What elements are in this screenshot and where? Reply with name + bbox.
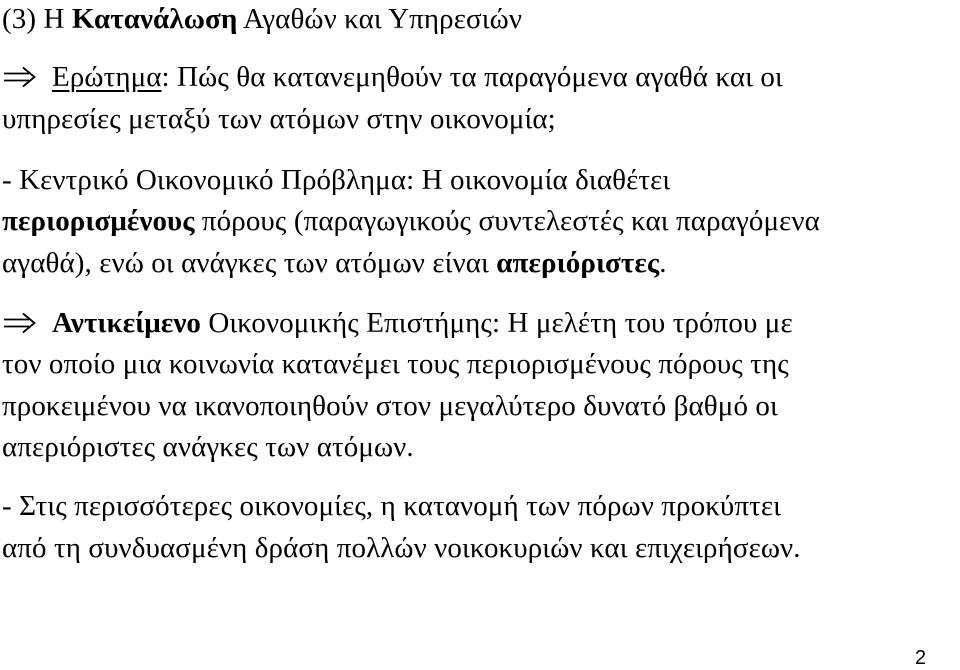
object-line-1 [2,305,793,341]
question-colon: : [161,61,170,93]
unlimited-bold-word: απεριόριστες [496,247,660,279]
object-text-1: Οικονομικής Επιστήμης: Η μελέτη του τρόπου με [200,307,793,339]
allocation-line-2: από τη συνδυασμένη δράση πολλών νοικοκυριών και επιχειρήσεων. [2,532,801,564]
question-line-2: υπηρεσίες μεταξύ των ατόμων στην οικονομία; [2,103,556,135]
heading-rest: Αγαθών και Υπηρεσιών [237,3,523,35]
object-line-2: τον οποίο μια κοινωνία κατανέμει τους περιορισμένους πόρους της [2,348,789,380]
central-problem-text-3: αγαθά), ενώ οι ανάγκες των ατόμων είναι [2,247,497,279]
double-right-arrow-icon [2,311,38,335]
heading-bold-word: Κατανάλωση [71,3,238,35]
central-problem-line-3 [2,245,667,281]
page-number: 2 [915,647,927,669]
object-bold-word: Αντικείμενο [52,307,201,339]
question-line-1 [2,59,783,95]
object-line-3: προκειμένου να ικανοποιηθούν στον μεγαλύτερο δυνατό βαθμό οι [2,390,778,422]
central-problem-line-2 [2,203,820,239]
heading-number: (3) Η [2,3,72,35]
slide-heading [2,1,522,37]
central-problem-period: . [659,247,667,279]
allocation-line-1: - Στις περισσότερες οικονομίες, η κατανομή των πόρων προκύπτει [2,490,782,522]
limited-bold-word: περιορισμένους [2,205,195,237]
question-text-1: Πώς θα κατανεμηθούν τα παραγόμενα αγαθά και οι [169,61,783,93]
object-line-4: απεριόριστες ανάγκες των ατόμων. [2,431,414,463]
central-problem-text-2: πόρους (παραγωγικούς συντελεστές και παραγόμενα [194,205,820,237]
question-label: Ερώτημα [52,61,162,93]
central-problem-line-1: - Κεντρικό Οικονομικό Πρόβλημα: Η οικονομία διαθέτει [2,164,671,196]
double-right-arrow-icon [2,65,38,89]
